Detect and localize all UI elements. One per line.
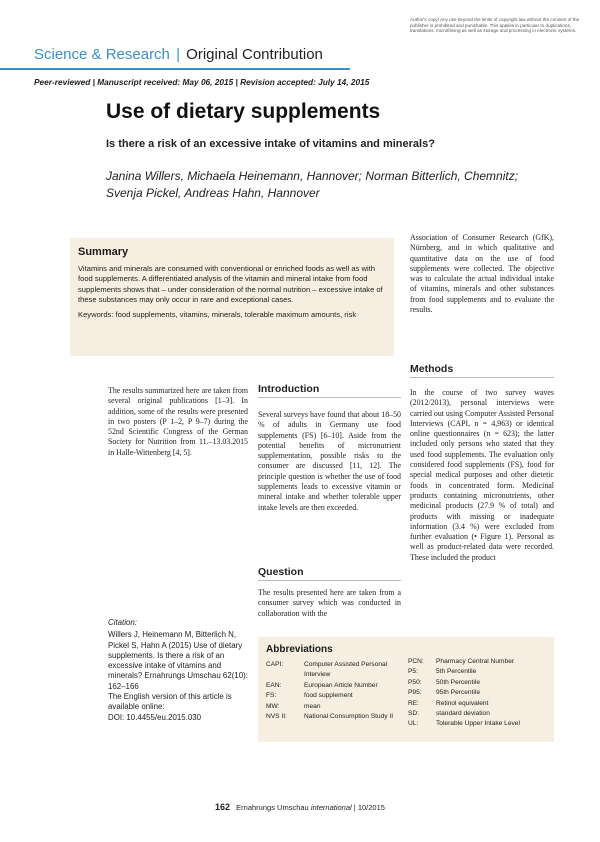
introduction-rule <box>258 397 401 398</box>
summary-box <box>70 238 394 356</box>
abbreviation-row: P50: 50th Percentile <box>408 678 480 686</box>
abbreviation-row: FS: food supplement <box>266 692 353 700</box>
methods-heading: Methods <box>410 363 454 375</box>
abbreviation-row: CAPI: Computer Assisted Personal Interview <box>266 661 388 679</box>
introduction-heading: Introduction <box>258 383 320 395</box>
citation-block <box>108 618 248 723</box>
article-title: Use of dietary supplements <box>106 100 381 123</box>
methods-rule <box>410 377 554 378</box>
introduction-body: Several surveys have found that about 18–50 % of adults in Germany use food supplements (FS) [6–10]. Aside from the potential benefits of micronutrient supplementation, possible risks to the consumer are discussed [11, 12]. The principle question is whether the use of food supplements leads to excessive vitamin or mineral intake and whether tolerable upper intake levels are then exceeded. <box>258 410 401 512</box>
abbreviation-row: P95: 95th Percentile <box>408 689 480 697</box>
citation-english-note: The English version of this article is available online: <box>108 692 232 712</box>
abbreviation-row: SD: standard deviation <box>408 710 490 718</box>
abbreviations-heading: Abbreviations <box>266 644 333 655</box>
abbreviation-row: EAN: European Article Number <box>266 681 378 689</box>
continued-paragraph: Association of Consumer Research (GfK), Nürnberg, and in which qualitative and quantitative data on the use of food supplements were collected. The objective was to calculate the actual individual intake of vitamins, minerals and other substances from food supplements and to evaluate the results. <box>410 233 554 315</box>
abbreviation-row: PCN: Pharmacy Central Number <box>408 658 515 665</box>
section-separator: | <box>176 46 180 63</box>
question-body: The results presented here are taken from a consumer survey which was conducted in collaboration with the <box>258 588 401 618</box>
abbreviation-row: RE: Retinol equivalent <box>408 699 489 707</box>
summary-heading: Summary <box>78 246 129 258</box>
journal-edition: international <box>310 803 352 812</box>
citation-text: Willers J, Heinemann M, Bitterlich N, Pickel S, Hahn A (2015) Use of dietary supplements. Is there a risk of an excessive intake of vitamins and minerals? Ernahrungs Umschau 62(10): 162–166 <box>108 630 248 691</box>
citation-doi[interactable]: DOI: 10.4455/eu.2015.030 <box>108 712 202 722</box>
journal-name: Ernahrungs Umschau <box>236 803 309 812</box>
section-header <box>34 46 323 63</box>
methods-body: In the course of two survey waves (2012/2013), personal interviews were carried out using Computer Assisted Personal Interviews (CAPI, n = 4,963) or identical online questionnaires (n = 623); the latter included only persons who stated that they used food supplements. The evaluation only considered food supplements (FS), food for special medical purposes and other dietetic foods in concentrated form. Medicinal products containing micronutrients, other medicinal products (27.9 % of total) and products with missing or inadequate information (3.4 %) were excluded from further evaluation (• Figure 1). Personal as well as product-related data were recorded. These included the product <box>410 388 554 562</box>
journal-issue: | 10/2015 <box>353 803 385 812</box>
copyright-note: Author's copy! Any use beyond the limits of copyright law without the consent of the publisher is prohibited and punishable. This applies in particular to duplications, translations, microfilming as well as storage and processing in electronic systems. <box>410 17 580 34</box>
abbreviations-left-column <box>266 660 406 722</box>
article-subtitle: Is there a risk of an excessive intake of vitamins and minerals? <box>106 138 435 150</box>
abbreviation-row: UL: Tolerable Upper Intake Level <box>408 720 520 728</box>
abbreviation-row: P5: 5th Percentile <box>408 668 477 676</box>
page-footer <box>0 802 600 812</box>
abbreviations-right-column <box>408 657 553 730</box>
question-rule <box>258 580 401 581</box>
page-number: 162 <box>215 802 231 812</box>
category-label: Original Contribution <box>186 46 323 63</box>
abbreviations-box <box>258 637 554 742</box>
section-label: Science & Research <box>34 46 170 63</box>
question-heading: Question <box>258 566 304 578</box>
citation-label: Citation: <box>108 618 137 627</box>
header-rule <box>0 68 350 70</box>
abbreviation-row: NVS II: National Consumption Study II <box>266 713 394 721</box>
summary-body: Vitamins and minerals are consumed with conventional or enriched foods as well as with food supplements. A differentiated analysis of the vitamin and mineral intake from food supplements shows that – under consideration of the normal nutrition – excessive intake of these substances may only occur in rare and exceptional cases. <box>78 264 383 305</box>
summary-keywords: Keywords: food supplements, vitamins, minerals, tolerable maximum amounts, risk <box>78 309 357 319</box>
peer-review-line: Peer-reviewed | Manuscript received: May 06, 2015 | Revision accepted: July 14, 2015 <box>34 77 370 87</box>
lead-paragraph: The results summarized here are taken from several original publications [1–3]. In addition, some of the results were presented in two posters (P 1–2, P 9–7) during the 52nd Scientific Congress of the German Society for Nutrition from 11.–13.03.2015 in Halle-Wittenberg [4, 5]. <box>108 386 248 457</box>
authors: Janina Willers, Michaela Heinemann, Hannover; Norman Bitterlich, Chemnitz; Svenja Pickel, Andreas Hahn, Hannover <box>106 169 519 200</box>
abbreviation-row: MW: mean <box>266 702 321 710</box>
